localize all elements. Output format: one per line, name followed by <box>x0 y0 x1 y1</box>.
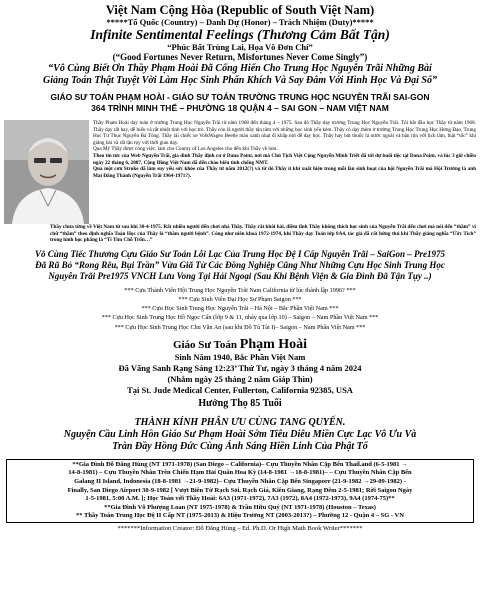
family-line: 1-5-1981, 5:00 A.M. ]; Học Toán với Thầy Hoài: 6A3 (1971-1972), 7A3 (1972), 8A4 (1972-1973), 9A4 (1974-75)** <box>85 495 395 503</box>
deceased-name: Phạm Hoài <box>239 336 308 352</box>
condolence-prayer-2: Tràn Đầy Hồng Đức Cùng Ánh Sáng Hiền Linh Của Phật Tổ <box>112 440 368 452</box>
obituary-name <box>4 338 476 352</box>
family-line: Galang II Island, Indonesia (18-8-1981 →21-9-1982)– Cựu Thuyền Nhân Cặp Bến Singapore (21-9-1982 →29-09-1982) - <box>74 477 406 485</box>
alumni-item: *** Cựu Học Sinh Trung Học Hồ Ngọc Cẩn (lớp 9 & 11, nhảy qua lớp 10) – Saigon – Nam Phần Việt Nam *** <box>101 314 379 322</box>
header-headline: Infinite Sentimental Feelings (Thương Cảm Bất Tận) <box>90 27 390 42</box>
alumni-item: *** Cựu Học Sinh Trung Học Nguyễn Trãi – Hà Nội – Bắc Phần Việt Nam *** <box>141 305 339 313</box>
family-line: 14-8-1981) – Cựu Thuyền Nhân Trên Chiến Hạm Hải Quân Hoa Kỳ (14-8-1981 →18-8-1981)– – Cựu Thuyền Nhân Cặp Bến <box>68 469 412 477</box>
lunar-date: (Nhằm ngày 25 tháng 2 năm Giáp Thìn) <box>167 373 313 384</box>
header-motto: *****Tổ Quốc (Country) – Danh Dự (Honor) – Trách Nhiệm (Duty)***** <box>106 17 374 27</box>
family-box <box>6 459 474 523</box>
bio-paragraph-3: Theo tin tức của Web Nguyễn Trãi, gia đình Thầy định cư ở Dana Point, nơi mà Chủ Tịch Việt Cộng Nguyễn Minh Triết đã tới dự buổi tiệc tại Dana Point, và lúc 3 giờ chiều ngày 22 tháng 6, 2007, Cộng Đồng Việt Nam đã đến chào biểu tình chống NMT. <box>93 152 476 166</box>
condolence-prayer-1: Nguyện Cầu Linh Hồn Giáo Sư Phạm Hoài Sớm Tiêu Diêu Miền Cực Lạc Vô Ưu Và <box>63 428 417 440</box>
tribute-block <box>4 249 476 282</box>
thanks-line-1: “Vô Cùng Biết Ơn Thầy Phạm Hoài Đã Cống Hiến Cho Trung Học Nguyễn Trãi Những Bài <box>48 63 432 74</box>
biography-section <box>4 120 476 224</box>
passing-info: Đã Vãng Sanh Rạng Sáng 12:23’ Thứ Tư, ngày 3 tháng 4 năm 2024 <box>118 362 362 373</box>
biography-text <box>93 120 476 224</box>
family-line: ** Thầy Toán Trung Học Đệ II Cấp NT (1975-2013) & Hiệu Trưởng NT (2003-2013?) – Phường 12 - Quận 4 – SG - VN <box>76 512 404 520</box>
birth-info: Sinh Năm 1940, Bắc Phần Việt Nam <box>174 351 306 362</box>
age-at-passing: Hưởng Thọ 85 Tuổi <box>198 397 282 409</box>
quote-vietnamese: “Phúc Bất Trùng Lai, Họa Vô Đơn Chí” <box>167 42 313 52</box>
bio-paragraph-1: Thầy Phạm Hoài dạy toán ở trường Trung Học Nguyễn Trãi từ năm 1968 đến tháng 4 – 1975. Sau đó Thầy dạy trường Trung Học Nguyễn Trãi. Tôi bắt đầu học Thầy từ năm 1968. Thầy dạy rất hay, dễ hiểu và rất nhiệt tình với học trò. Thầy còn là người thầy tận tâm với những học sinh yếu kém. Thầy có dạy thêm ở trường Trung Học Trung Học Hưng Đạo, Trung Học Tư Thục Nguyễn Bá Tòng. Thầy lái chiếc xe VolkWagen Beetle màu xanh nhạt đi khắp nơi để dạy học. Thầy hay hút thuốc lá nước ngoài và bận rộn với lịch làm, thật “tốc” khi giảng bài và rất tận tụy với thời gian dạy. <box>93 120 476 146</box>
bio-paragraph-4: Qua một cơn Stroke đã làm suy yếu sức khỏe của Thầy từ năm 2012(?) và từ đó Thầy ít khi xuất hiện trong mỗi lần sinh hoạt của hội Nguyễn Trãi mà Hội Trường là anh Mai Đăng Thành (Nguyễn Trãi 1964-1971?). <box>93 166 476 179</box>
alumni-item: *** Cựu Thành Viên Hội Trung Học Nguyễn Trãi Nam California từ lúc thành lập 1996? *** <box>124 286 356 294</box>
header-title: Việt Nam Cộng Hòa (Republic of South Việt Nam) <box>105 3 375 17</box>
place-of-passing: Tại St. Jude Medical Center, Fullerton, California 92385, USA <box>127 384 353 395</box>
school-line-1: GIÁO SƯ TOÁN PHẠM HOÀI - GIÁO SƯ TOÁN TRƯỜNG TRUNG HỌC NGUYỄN TRÃI SAI-GON <box>50 92 430 102</box>
alumni-item: *** Cựu Sinh Viên Đại Học Sư Phạm Saigon *** <box>178 295 302 303</box>
bio-paragraph-5: Thầy chưa từng về Việt Nam từ sau khi 30-4-1975. Rất nhiều người đến chơi nhà Thầy. Thầy rất khôi hài, điềm tĩnh Thầy không thích học sinh của Nguyễn Trãi đến chơi mà nói đến “thầm” vì chữ “thầm” theo định nghĩa Toán Học của Thầy là “thầm người bệnh”. Công như niên khoá 1972-1974, khi Thầy dạy Toán lớp 8A4, tác giả đã rất hứng thú khi Thầy giảng nghĩa “Ứớc Tích” trong hình học phẳng là “Tỉ Tìm Chỗ Trốn…” <box>50 224 476 244</box>
quote-english: (“Good Fortunes Never Return, Misfortunes Never Come Singly”) <box>112 52 368 62</box>
tribute-line-1: Vô Cùng Tiếc Thương Cựu Giáo Sư Toán Lỗi Lạc Của Trung Học Đệ I Cấp Nguyễn Trãi – SaiGon – Pre1975 <box>35 248 445 259</box>
family-line: **Gia Đình Võ Phượng Loan (NT 1975-1978) & Trần Hữu Quý (NT 1971-1978) (Houston – Texas) <box>104 503 376 511</box>
family-line: Finally, San Diego Airport 30-9-1982 [ Vượt Biên Từ Rạch Sỏi, Rạch Giá, Kiên Giang, Rạng Đêm 2-5-1981; Rời Saigon Ngày <box>67 486 413 494</box>
footer-credit: *******Information Creator: Đỗ Đăng Hùng – Ed. Ph.D. Or High Math Book Writer******* <box>117 524 363 532</box>
alumni-item: *** Cựu Học Sinh Trung Học Chu Văn An (sau khi Đỗ Tú Tài I)– Saigon – Nam Phần Việt Nam *** <box>114 323 366 331</box>
family-line: **Gia Đình Đỗ Đăng Hùng (NT 1971-1978) (San Diego – California)– Cựu Thuyền Nhân Cặp Bến Thail.and (6-5-1981 → <box>72 460 408 468</box>
biography-continued <box>4 224 476 244</box>
bio-paragraph-2: Qua Mỹ Thầy được công việc, làm cho County of Los Angeles cho đến khi Thầy về hưu. <box>93 146 278 153</box>
portrait-photo <box>4 120 89 224</box>
title-prefix: Giáo Sư Toán <box>172 338 238 351</box>
school-line-2: 364 TRÌNH MINH THẾ – PHƯỜNG 18 QUẬN 4 – SAI GON – NAM VIỆT NAM <box>91 103 389 113</box>
condolence-title: THÀNH KÍNH PHÂN ƯU CÙNG TANG QUYẾN. <box>134 416 346 428</box>
tribute-line-2: Đã Rũ Bỏ “Rong Rêu, Bụi Trần” Vừa Giã Từ Các Đồng Nghiệp Cũng Như Những Cựu Học Sinh Trung Học <box>35 259 445 270</box>
thanks-line-2: Giảng Toán Thật Tuyệt Vời Làm Học Sinh Phấn Khích Và Say Đắm Với Hình Học Và Đại Số” <box>43 74 437 86</box>
alumni-list <box>4 286 476 332</box>
tribute-line-3: Nguyễn Trãi Pre1975 VNCH Lưu Vong Tại Hải Ngoại (Sau Khi Bệnh Viện & Gia Đình Đã Tận Tụy ..) <box>48 270 432 281</box>
